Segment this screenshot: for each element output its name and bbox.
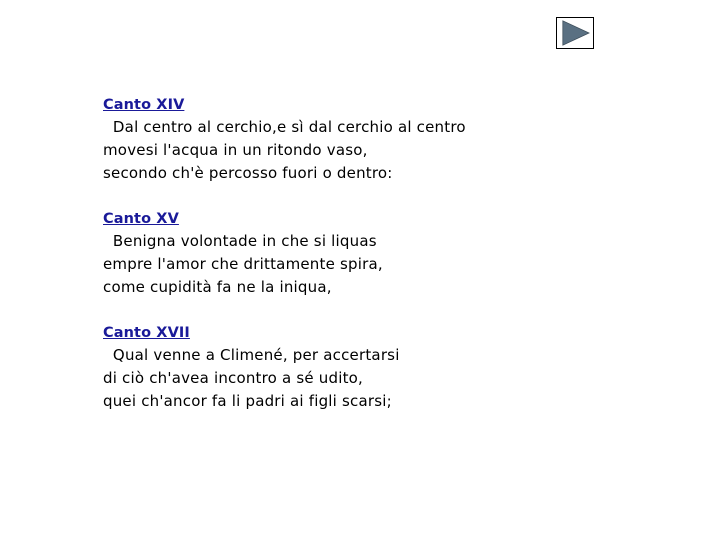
verse-line: secondo ch'è percosso fuori o dentro: — [103, 164, 393, 182]
play-triangle-icon — [557, 18, 593, 48]
stanza-list — [103, 94, 583, 436]
verse-line: Qual venne a Climené, per accertarsi — [103, 346, 400, 364]
verse-line: empre l'amor che drittamente spira, — [103, 255, 383, 273]
stanza-canto-xvii — [103, 322, 583, 413]
verse-line: come cupidità fa ne la iniqua, — [103, 278, 332, 296]
stanza-canto-xv — [103, 208, 583, 299]
canto-xiv-link[interactable]: Canto XIV — [103, 97, 185, 113]
verse-line: Benigna volontade in che si liquas — [103, 232, 377, 250]
canto-xvii-link[interactable]: Canto XVII — [103, 325, 190, 341]
verse-line: Dal centro al cerchio,e sì dal cerchio al centro — [103, 118, 466, 136]
verse-line: movesi l'acqua in un ritondo vaso, — [103, 141, 368, 159]
canto-xv-link[interactable]: Canto XV — [103, 211, 179, 227]
next-slide-button[interactable] — [556, 17, 594, 49]
verse-line: quei ch'ancor fa li padri ai figli scarsi; — [103, 392, 392, 410]
verse-line: di ciò ch'avea incontro a sé udito, — [103, 369, 364, 387]
stanza-canto-xiv — [103, 94, 583, 185]
